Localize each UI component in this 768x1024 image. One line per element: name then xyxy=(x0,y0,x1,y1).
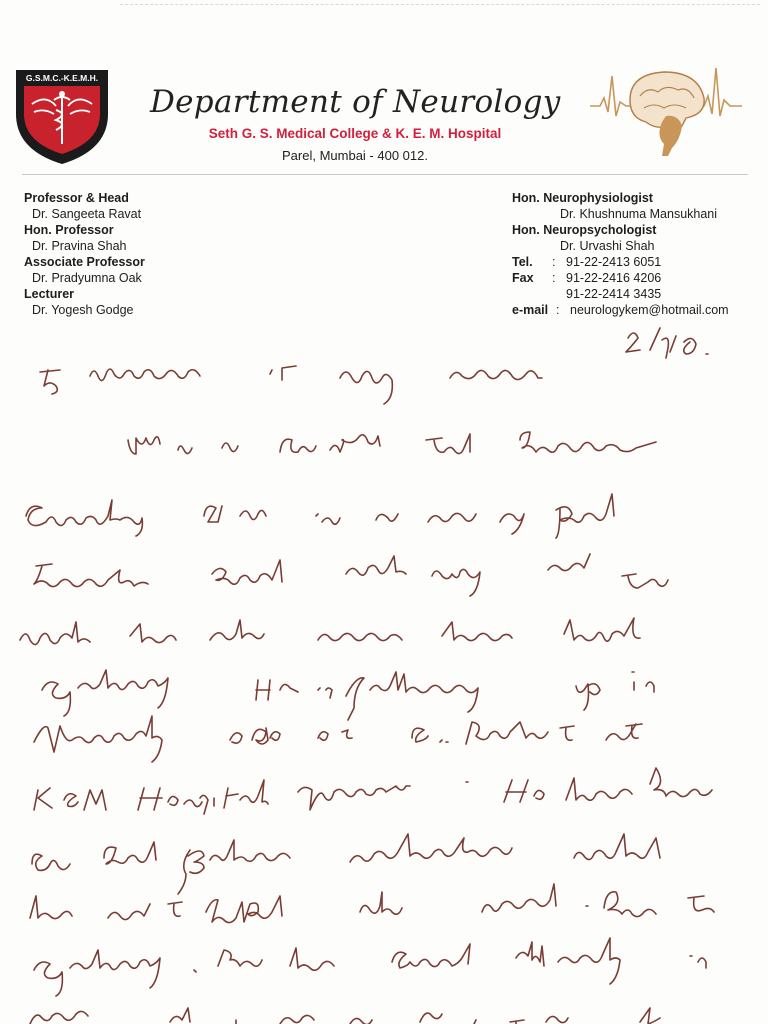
fax-number-2: 91-22-2414 3435 xyxy=(566,287,662,301)
staff-name: Dr. Pradyumna Oak xyxy=(32,271,142,285)
handwritten-line xyxy=(40,366,542,404)
staff-role: Hon. Neuropsychologist xyxy=(512,223,657,237)
staff-name: Dr. Sangeeta Ravat xyxy=(32,207,142,221)
handwritten-line xyxy=(26,494,614,538)
handwritten-line xyxy=(34,938,706,996)
college-name: Seth G. S. Medical College & K. E. M. Hospital xyxy=(208,126,502,141)
handwritten-line xyxy=(34,716,642,762)
staff-name: Dr. Pravina Shah xyxy=(32,239,127,253)
staff-role: Associate Professor xyxy=(24,255,145,269)
handwritten-line xyxy=(34,768,712,814)
separator: : xyxy=(552,255,556,269)
hospital-address: Parel, Mumbai - 400 012. xyxy=(282,148,428,163)
handwritten-line xyxy=(30,1008,660,1024)
staff-role: Hon. Neurophysiologist xyxy=(512,191,653,205)
fax-number: 91-22-2416 4206 xyxy=(566,271,662,285)
staff-role: Hon. Professor xyxy=(24,223,114,237)
staff-name: Dr. Yogesh Godge xyxy=(32,303,134,317)
email-label: e-mail xyxy=(512,303,549,317)
separator: : xyxy=(556,303,560,317)
staff-name: Dr. Khushnuma Mansukhani xyxy=(560,207,718,221)
handwritten-line xyxy=(20,618,640,645)
tel-number: 91-22-2413 6051 xyxy=(566,255,662,269)
staff-role: Professor & Head xyxy=(24,191,129,205)
handwritten-line xyxy=(30,884,714,923)
separator: : xyxy=(552,271,556,285)
handwritten-line xyxy=(32,834,660,894)
handwritten-line xyxy=(42,670,654,720)
handwritten-line xyxy=(34,554,668,596)
staff-name: Dr. Urvashi Shah xyxy=(560,239,655,253)
logo-text: G.S.M.C.-K.E.M.H. xyxy=(25,73,99,83)
staff-role: Lecturer xyxy=(24,287,75,301)
fax-label: Fax xyxy=(512,271,534,285)
department-title: Department of Neurology xyxy=(150,84,561,120)
tel-label: Tel. xyxy=(512,255,533,269)
handwritten-date xyxy=(626,328,708,358)
handwritten-line xyxy=(128,432,656,454)
email-address[interactable]: neurologykem@hotmail.com xyxy=(570,303,729,317)
